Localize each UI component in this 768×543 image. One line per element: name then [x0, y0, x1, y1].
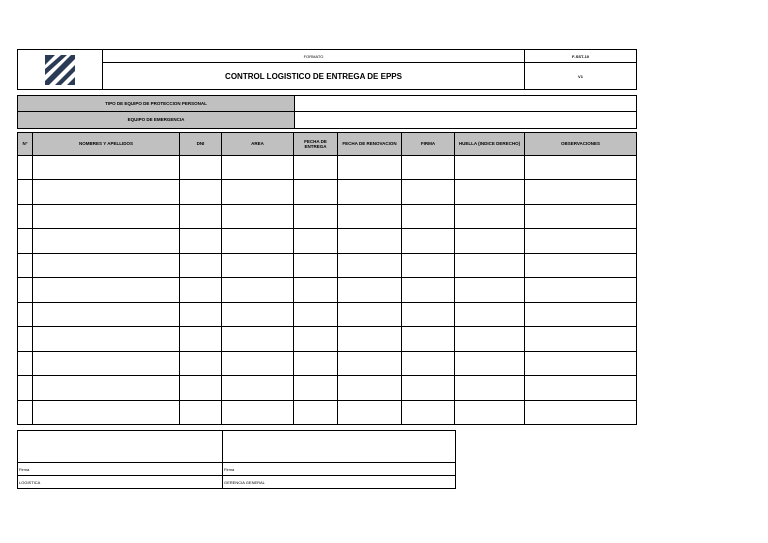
table-cell[interactable] — [525, 180, 637, 204]
document-code: F-SST-10 — [525, 50, 637, 63]
table-cell[interactable] — [338, 229, 402, 253]
table-cell[interactable] — [18, 400, 33, 424]
table-cell[interactable] — [338, 156, 402, 180]
table-row — [18, 400, 637, 424]
table-cell[interactable] — [222, 376, 294, 400]
table-cell[interactable] — [18, 351, 33, 375]
table-row — [18, 229, 637, 253]
table-row — [18, 376, 637, 400]
table-cell[interactable] — [294, 400, 338, 424]
table-cell[interactable] — [180, 156, 222, 180]
table-row — [18, 253, 637, 277]
document-title: CONTROL LOGISTICO DE ENTREGA DE EPPS — [103, 63, 525, 90]
table-cell[interactable] — [402, 376, 455, 400]
signature-area-logistica[interactable] — [18, 431, 223, 463]
table-cell[interactable] — [338, 278, 402, 302]
table-cell[interactable] — [180, 327, 222, 351]
table-cell[interactable] — [18, 229, 33, 253]
table-cell[interactable] — [33, 376, 180, 400]
col-header-observaciones: OBSERVACIONES — [525, 133, 637, 156]
table-cell[interactable] — [33, 327, 180, 351]
table-cell[interactable] — [180, 229, 222, 253]
table-cell[interactable] — [455, 204, 525, 228]
signature-role-left: LOGISTICA — [18, 476, 223, 489]
table-cell[interactable] — [402, 156, 455, 180]
table-row — [18, 302, 637, 326]
table-cell[interactable] — [180, 351, 222, 375]
col-header-fecha-entrega: FECHA DE ENTREGA — [294, 133, 338, 156]
table-row — [18, 327, 637, 351]
table-cell[interactable] — [455, 376, 525, 400]
table-cell[interactable] — [180, 180, 222, 204]
table-cell[interactable] — [180, 253, 222, 277]
table-cell[interactable] — [402, 400, 455, 424]
table-cell[interactable] — [18, 156, 33, 180]
table-cell[interactable] — [222, 400, 294, 424]
table-cell[interactable] — [338, 376, 402, 400]
signature-area-gerencia[interactable] — [223, 431, 456, 463]
table-cell[interactable] — [525, 229, 637, 253]
table-cell[interactable] — [294, 180, 338, 204]
table-cell[interactable] — [455, 278, 525, 302]
table-cell[interactable] — [525, 302, 637, 326]
table-cell[interactable] — [402, 327, 455, 351]
table-cell[interactable] — [180, 302, 222, 326]
table-cell[interactable] — [180, 400, 222, 424]
table-cell[interactable] — [294, 351, 338, 375]
col-header-firma: FIRMA — [402, 133, 455, 156]
table-cell[interactable] — [18, 327, 33, 351]
col-header-nombres: NOMBRES Y APELLIDOS — [33, 133, 180, 156]
table-cell[interactable] — [33, 204, 180, 228]
table-cell[interactable] — [455, 302, 525, 326]
signature-role-right: GERENCIA GENERAL — [223, 476, 456, 489]
table-cell[interactable] — [455, 229, 525, 253]
table-cell[interactable] — [33, 351, 180, 375]
table-cell[interactable] — [525, 204, 637, 228]
table-cell[interactable] — [402, 302, 455, 326]
table-cell[interactable] — [18, 302, 33, 326]
table-cell[interactable] — [222, 253, 294, 277]
table-cell[interactable] — [18, 204, 33, 228]
table-cell[interactable] — [18, 376, 33, 400]
table-cell[interactable] — [222, 156, 294, 180]
table-cell[interactable] — [18, 253, 33, 277]
table-cell[interactable] — [33, 253, 180, 277]
signature-label-left: Firma — [18, 463, 223, 476]
table-cell[interactable] — [33, 302, 180, 326]
col-header-fecha-renovacion: FECHA DE RENOVACION — [338, 133, 402, 156]
table-cell[interactable] — [18, 180, 33, 204]
table-header-row — [18, 133, 637, 156]
col-header-huella: HUELLA (INDICE DERECHO) — [455, 133, 525, 156]
table-cell[interactable] — [180, 204, 222, 228]
table-cell[interactable] — [402, 204, 455, 228]
tipo-epp-label: TIPO DE EQUIPO DE PROTECCION PERSONAL — [18, 96, 295, 112]
table-cell[interactable] — [222, 278, 294, 302]
table-cell[interactable] — [222, 351, 294, 375]
table-cell[interactable] — [402, 351, 455, 375]
table-cell[interactable] — [180, 376, 222, 400]
table-cell[interactable] — [338, 351, 402, 375]
col-header-numero: N° — [18, 133, 33, 156]
table-cell[interactable] — [222, 327, 294, 351]
table-cell[interactable] — [525, 327, 637, 351]
signature-table — [17, 430, 456, 489]
table-cell[interactable] — [33, 400, 180, 424]
table-cell[interactable] — [33, 278, 180, 302]
table-cell[interactable] — [180, 278, 222, 302]
table-cell[interactable] — [338, 400, 402, 424]
table-cell[interactable] — [455, 180, 525, 204]
table-cell[interactable] — [455, 253, 525, 277]
info-table — [17, 95, 637, 129]
table-cell[interactable] — [294, 376, 338, 400]
table-cell[interactable] — [294, 204, 338, 228]
document-version: V1 — [525, 63, 637, 90]
table-cell[interactable] — [294, 278, 338, 302]
table-cell[interactable] — [402, 229, 455, 253]
company-logo-icon — [43, 53, 77, 87]
header-table — [17, 49, 637, 90]
table-cell[interactable] — [294, 327, 338, 351]
table-cell[interactable] — [455, 156, 525, 180]
equipo-emergencia-field[interactable] — [295, 112, 637, 129]
table-cell[interactable] — [294, 253, 338, 277]
col-header-dni: DNI — [180, 133, 222, 156]
table-cell[interactable] — [294, 156, 338, 180]
table-cell[interactable] — [455, 327, 525, 351]
table-cell[interactable] — [402, 180, 455, 204]
delivery-table — [17, 132, 637, 425]
table-row — [18, 351, 637, 375]
logo-cell — [18, 50, 103, 90]
table-cell[interactable] — [402, 278, 455, 302]
equipo-emergencia-label: EQUIPO DE EMERGENCIA — [18, 112, 295, 129]
table-cell[interactable] — [402, 253, 455, 277]
table-cell[interactable] — [222, 204, 294, 228]
table-cell[interactable] — [455, 400, 525, 424]
table-row — [18, 278, 637, 302]
table-cell[interactable] — [338, 180, 402, 204]
table-cell[interactable] — [455, 351, 525, 375]
col-header-area: AREA — [222, 133, 294, 156]
table-row — [18, 180, 637, 204]
table-cell[interactable] — [338, 204, 402, 228]
table-cell[interactable] — [294, 302, 338, 326]
table-cell[interactable] — [525, 156, 637, 180]
table-cell[interactable] — [222, 229, 294, 253]
table-cell[interactable] — [33, 180, 180, 204]
table-cell[interactable] — [525, 376, 637, 400]
signature-label-right: Firma — [223, 463, 456, 476]
table-cell[interactable] — [525, 400, 637, 424]
table-row — [18, 156, 637, 180]
table-cell[interactable] — [33, 156, 180, 180]
table-cell[interactable] — [525, 278, 637, 302]
table-cell[interactable] — [294, 229, 338, 253]
table-cell[interactable] — [222, 302, 294, 326]
table-cell[interactable] — [525, 253, 637, 277]
table-cell[interactable] — [222, 180, 294, 204]
formato-label: FORMATO — [103, 50, 525, 63]
table-cell[interactable] — [525, 351, 637, 375]
table-row — [18, 204, 637, 228]
table-cell[interactable] — [33, 229, 180, 253]
table-cell[interactable] — [338, 253, 402, 277]
table-cell[interactable] — [338, 302, 402, 326]
tipo-epp-field[interactable] — [295, 96, 637, 112]
table-cell[interactable] — [338, 327, 402, 351]
table-cell[interactable] — [18, 278, 33, 302]
